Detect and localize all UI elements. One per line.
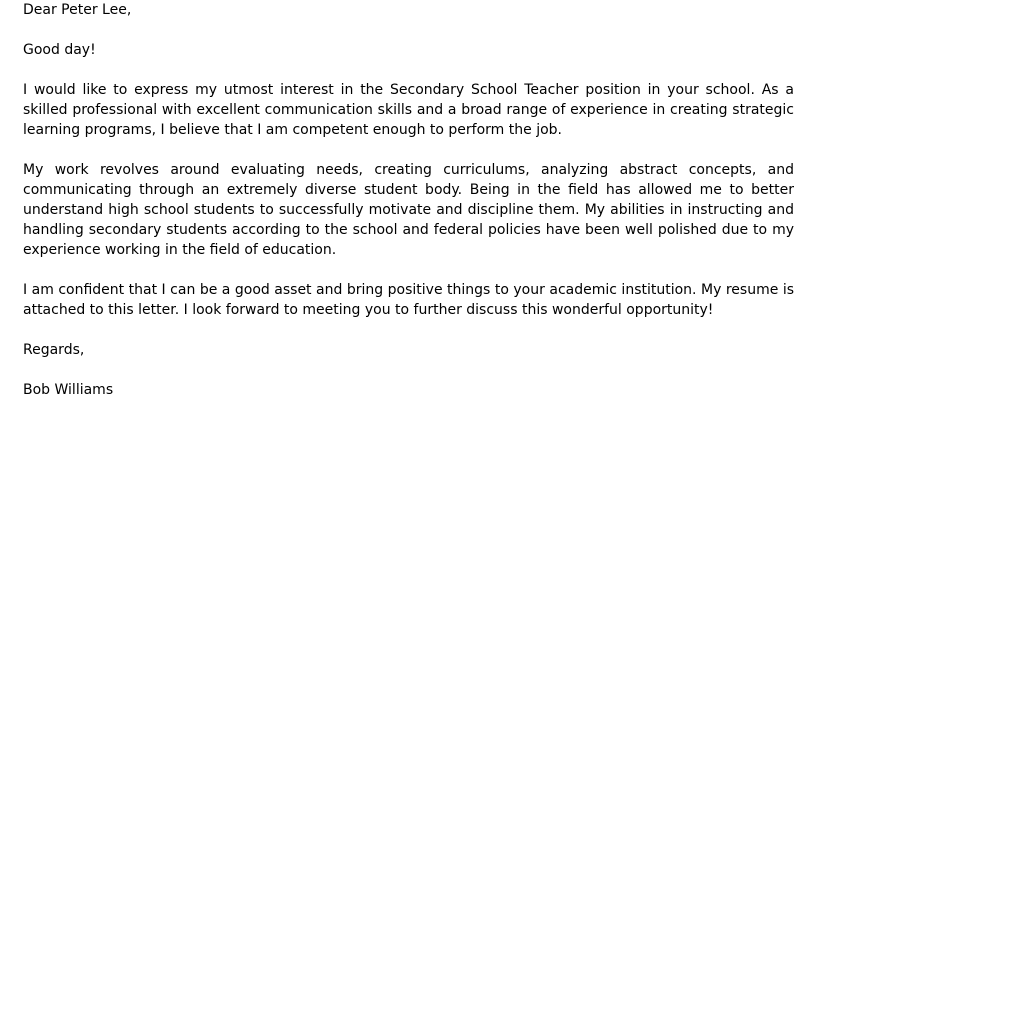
greeting: Good day!	[23, 42, 96, 58]
paragraph-interest: I would like to express my utmost interest in the Secondary School Teacher position in your school. As a skilled professional with excellent communication skills and a broad range of experience in creating strategic learning programs, I believe that I am competent enough to perform the job.	[23, 82, 794, 138]
salutation: Dear Peter Lee,	[23, 2, 132, 18]
paragraph-experience: My work revolves around evaluating needs, creating curriculums, analyzing abstract concepts, and communicating through an extremely diverse student body. Being in the field has allowed me to better understand high school students to successfully motivate and discipline them. My abilities in instructing and handling secondary students according to the school and federal policies have been well polished due to my experience working in the field of education.	[23, 162, 794, 258]
letter-body	[23, 0, 794, 420]
paragraph-confidence: I am confident that I can be a good asset and bring positive things to your academic institution. My resume is attached to this letter. I look forward to meeting you to further discuss this wonderful opportunity!	[23, 282, 794, 318]
signature: Bob Williams	[23, 382, 114, 398]
closing: Regards,	[23, 342, 85, 358]
